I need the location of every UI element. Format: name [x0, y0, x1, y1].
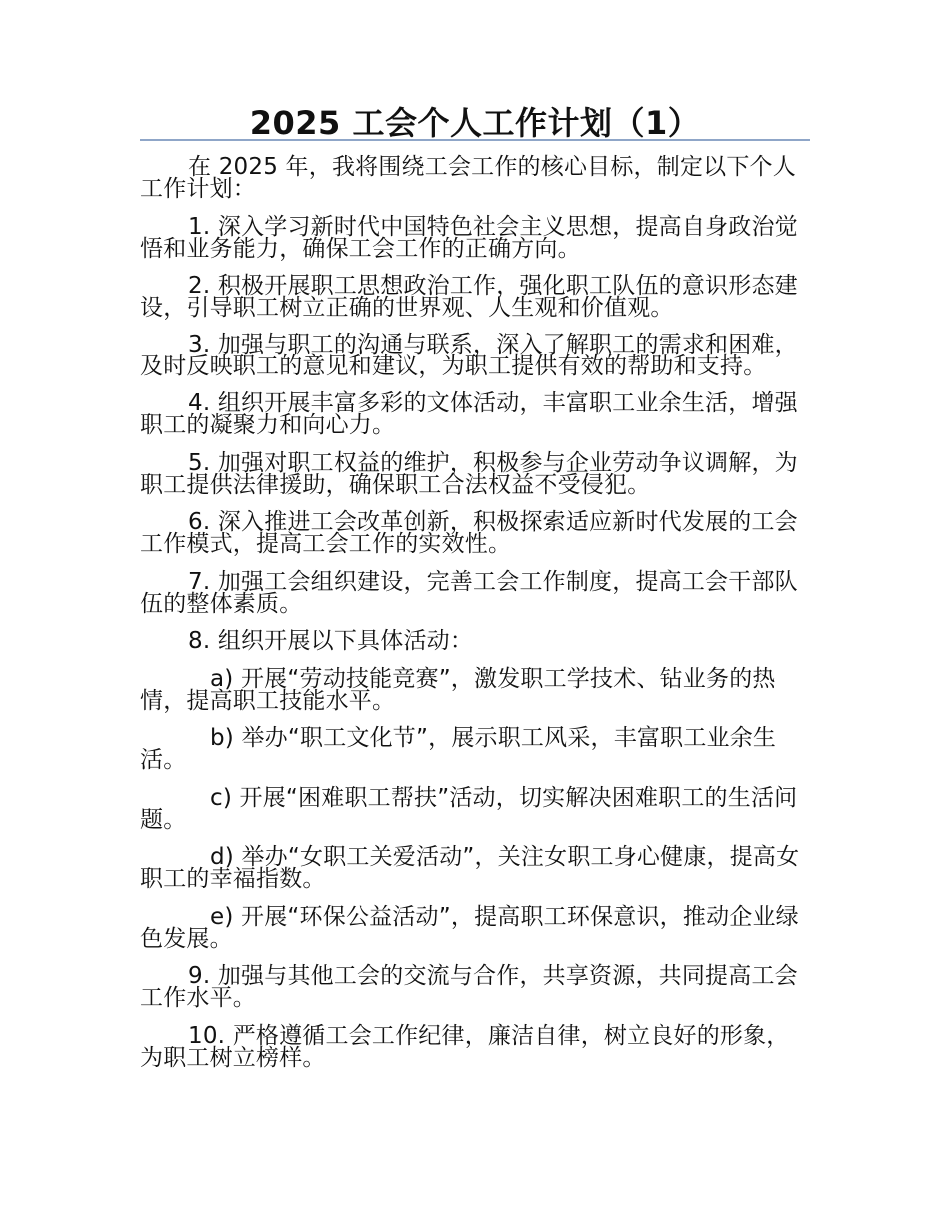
page-title: 2025 工会个人工作计划（1）	[249, 104, 701, 142]
plan-item-1: 1. 深入学习新时代中国特色社会主义思想，提高自身政治觉悟和业务能力，确保工会工作的正确方向。	[140, 213, 798, 262]
plan-item-8: 8. 组织开展以下具体活动：	[188, 628, 474, 654]
document-body	[140, 156, 810, 1084]
plan-item-7: 7. 加强工会组织建设，完善工会工作制度，提高工会干部队伍的整体素质。	[140, 568, 798, 617]
activity-item-b: b) 举办“职工文化节”，展示职工风采，丰富职工业余生活。	[140, 725, 777, 773]
activity-item-d: d) 举办“女职工关爱活动”，关注女职工身心健康，提高女职工的幸福指数。	[140, 844, 800, 892]
plan-item-3: 3. 加强与职工的沟通与联系，深入了解职工的需求和困难，及时反映职工的意见和建议，为职工提供有效的帮助和支持。	[140, 331, 798, 379]
plan-item-5: 5. 加强对职工权益的维护，积极参与企业劳动争议调解，为职工提供法律援助，确保职工合法权益不受侵犯。	[140, 449, 798, 498]
activity-item-c: c) 开展“困难职工帮扶”活动，切实解决困难职工的生活问题。	[140, 784, 798, 833]
plan-item-10: 10. 严格遵循工会工作纪律，廉洁自律，树立良好的形象，为职工树立榜样。	[140, 1022, 790, 1071]
activity-item-e: e) 开展“环保公益活动”，提高职工环保意识，推动企业绿色发展。	[140, 903, 799, 952]
plan-item-4: 4. 组织开展丰富多彩的文体活动，丰富职工业余生活，增强职工的凝聚力和向心力。	[140, 390, 798, 438]
plan-item-6: 6. 深入推进工会改革创新，积极探索适应新时代发展的工会工作模式，提高工会工作的实效性。	[140, 509, 798, 557]
plan-item-9: 9. 加强与其他工会的交流与合作，共享资源，共同提高工会工作水平。	[140, 963, 798, 1011]
title-underline	[140, 139, 810, 141]
activity-item-a: a) 开展“劳动技能竞赛”，激发职工学技术、钻业务的热情，提高职工技能水平。	[140, 665, 776, 714]
plan-item-2: 2. 积极开展职工思想政治工作，强化职工队伍的意识形态建设，引导职工树立正确的世界观、人生观和价值观。	[140, 273, 798, 321]
intro-paragraph: 在 2025 年，我将围绕工会工作的核心目标，制定以下个人工作计划：	[140, 154, 796, 202]
